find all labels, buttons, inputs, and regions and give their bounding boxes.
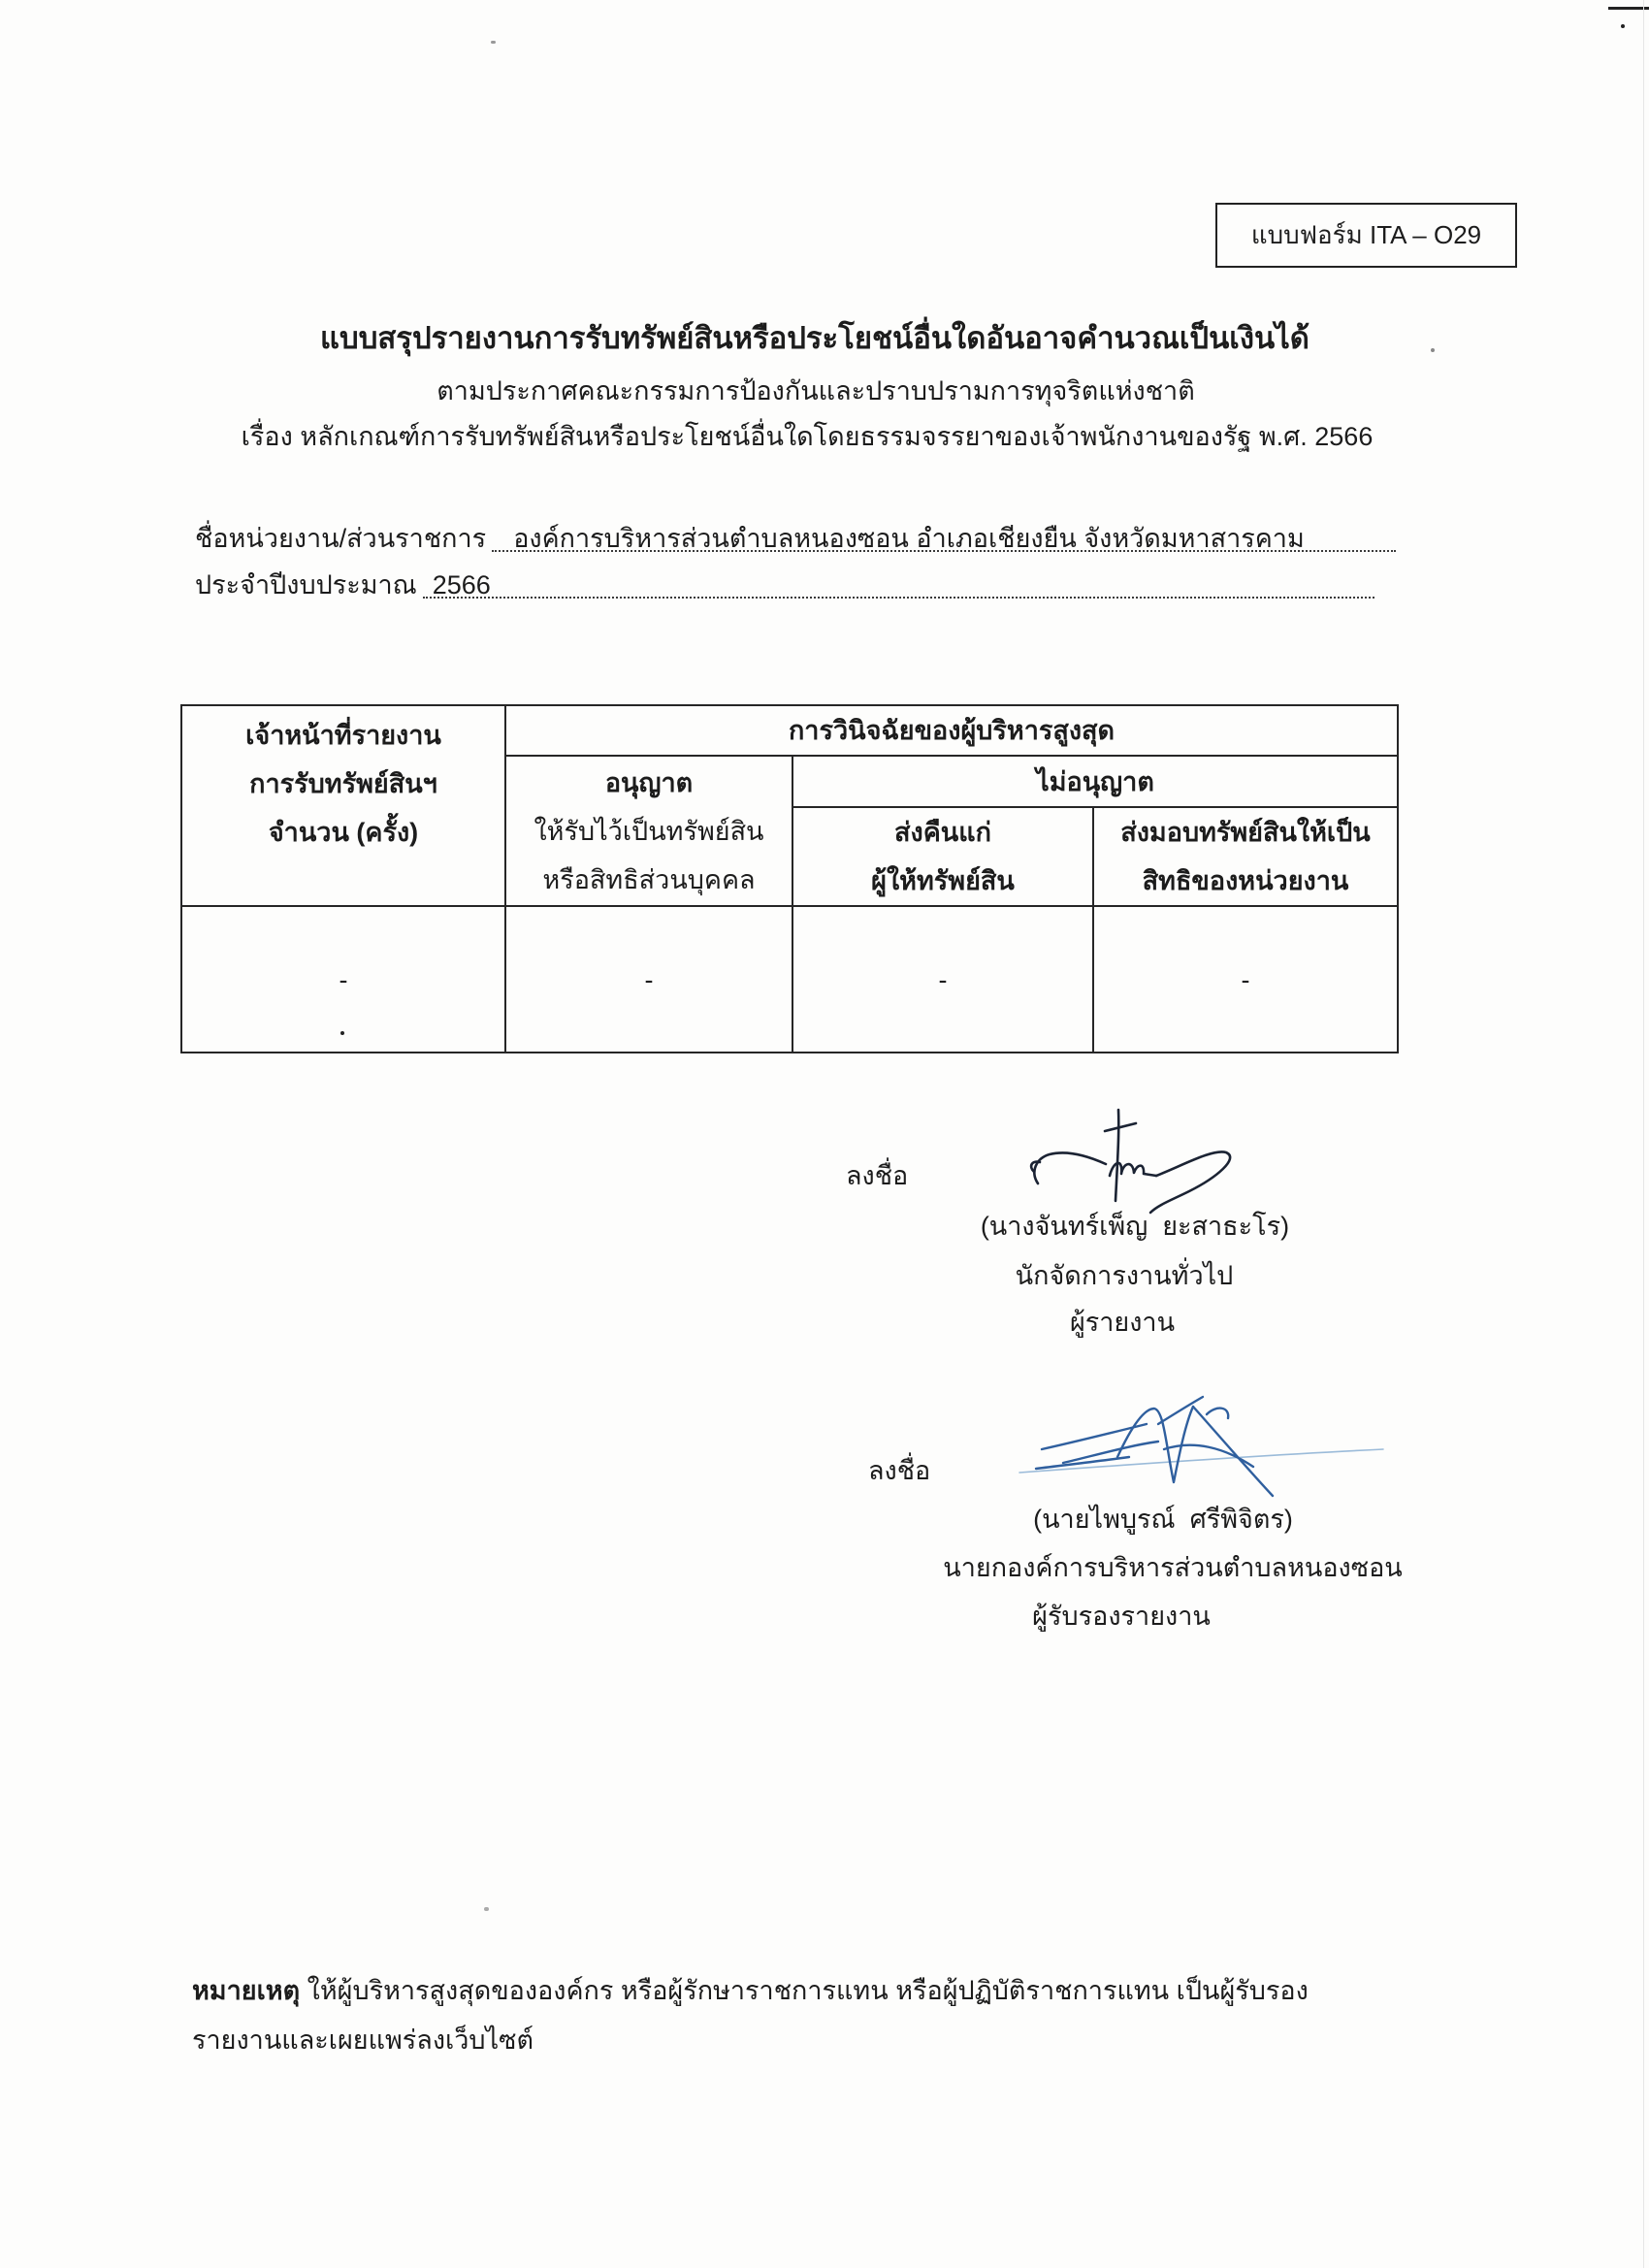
approve-header (505, 756, 792, 906)
header-line: ส่งคืนแก่ (894, 818, 991, 847)
header-line: ส่งมอบทรัพย์สินให้เป็น (1120, 818, 1371, 847)
decision-header: การวินิจฉัยของผู้บริหารสูงสุด (505, 705, 1398, 756)
certifier-position: นายกองค์การบริหารส่วนตำบลหนองซอน (943, 1553, 1403, 1582)
reporter-name: (นางจันทร์เพ็ญ ยะสาธะโร) (980, 1212, 1290, 1241)
reporter-sign-label: ลงชื่อ (846, 1161, 909, 1190)
approve-line: ให้รับไว้เป็นทรัพย์สิน (534, 817, 764, 846)
certifier-role: ผู้รับรองรายงาน (1032, 1602, 1211, 1631)
table-row (181, 906, 1398, 1053)
scan-mark (1621, 24, 1625, 28)
transfer-to-agency-header (1093, 807, 1398, 906)
note-line-1 (192, 1966, 1309, 2015)
scan-mark (491, 41, 496, 44)
approve-cell: - (505, 906, 792, 1053)
certifier-signature (1009, 1385, 1397, 1504)
note-text: ให้ผู้บริหารสูงสุดขององค์กร หรือผู้รักษาราชการแทน หรือผู้ปฏิบัติราชการแทน เป็นผู้รับรอง (300, 1976, 1309, 2005)
header-line: สิทธิของหน่วยงาน (1142, 866, 1349, 895)
scan-mark (1431, 348, 1435, 352)
fiscal-year-field (195, 561, 1374, 609)
agency-leader (492, 514, 1396, 563)
agency-label: ชื่อหน่วยงาน/ส่วนราชการ (195, 524, 487, 553)
header-line: เจ้าหน้าที่รายงาน (245, 721, 441, 750)
agency-name: องค์การบริหารส่วนตำบลหนองซอน อำเภอเชียงยืน จังหวัดมหาสารคาม (513, 524, 1305, 553)
reporter-signature (1009, 1104, 1242, 1215)
certifier-sign-label: ลงชื่อ (868, 1456, 931, 1485)
form-code-box (1215, 203, 1517, 268)
return-cell: - (792, 906, 1093, 1053)
approve-line: หรือสิทธิส่วนบุคคล (542, 865, 756, 894)
form-subject: เรื่อง หลักเกณฑ์การรับทรัพย์สินหรือประโยชน์อื่นใดโดยธรรมจรรยาของเจ้าพนักงานของรัฐ พ.ศ. 2566 (241, 422, 1374, 451)
scan-dot (340, 1031, 344, 1035)
officer-report-count-header (181, 705, 505, 906)
fiscal-year-value: 2566 (432, 570, 491, 599)
fiscal-year-leader (423, 561, 1374, 609)
reject-header: ไม่อนุญาต (792, 756, 1398, 807)
form-title: แบบสรุปรายงานการรับทรัพย์สินหรือประโยชน์อื่นใดอันอาจคำนวณเป็นเงินได้ (320, 321, 1310, 355)
certifier-name: (นายไพบูรณ์ ศรีพิจิตร) (1033, 1505, 1293, 1534)
fiscal-year-label: ประจำปีงบประมาณ (195, 570, 417, 599)
note-label: หมายเหตุ (192, 1976, 301, 2005)
return-to-giver-header (792, 807, 1093, 906)
reporter-position: นักจัดการงานทั่วไป (1015, 1261, 1234, 1290)
table-header-row (181, 705, 1398, 756)
form-subtitle: ตามประกาศคณะกรรมการป้องกันและปราบปรามการทุจริตแห่งชาติ (436, 376, 1195, 405)
header-line: การรับทรัพย์สินฯ (249, 769, 437, 798)
reporter-role: ผู้รายงาน (1069, 1308, 1176, 1337)
header-line: จำนวน (ครั้ง) (268, 818, 419, 847)
note-line-2: รายงานและเผยแพร่ลงเว็บไซต์ (192, 2025, 534, 2055)
report-table (180, 704, 1399, 1053)
report-count-cell: - (181, 906, 505, 1053)
approve-title: อนุญาต (604, 768, 694, 797)
scan-edge (1643, 0, 1644, 2268)
form-code-label: แบบฟอร์ม ITA – O29 (1250, 220, 1482, 249)
transfer-cell: - (1093, 906, 1398, 1053)
scan-mark (484, 1907, 489, 1911)
header-line: ผู้ให้ทรัพย์สิน (871, 866, 1015, 895)
agency-field (195, 514, 1396, 563)
